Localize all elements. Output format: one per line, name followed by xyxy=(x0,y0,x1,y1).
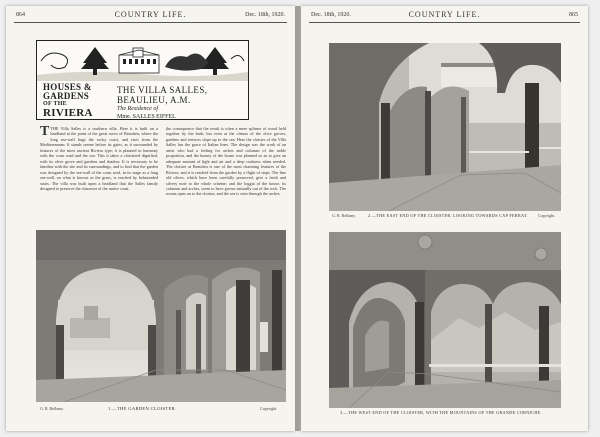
header-rule-right xyxy=(309,22,580,23)
article-header xyxy=(36,40,249,120)
west-cloister-photo xyxy=(329,232,561,408)
series-line-4: RIVIERA xyxy=(43,107,93,119)
photo-credit-1: G. B. Bellamy. xyxy=(40,406,64,411)
photo-copyright-2: Copyright. xyxy=(538,213,556,218)
page-number-right: 865 xyxy=(569,12,578,18)
series-line-3: OF THE xyxy=(43,101,67,107)
header-rule xyxy=(14,22,287,23)
series-title xyxy=(43,83,111,119)
issue-date-right: Dec. 18th, 1920. xyxy=(311,12,351,18)
issue-date: Dec. 18th, 1920. xyxy=(245,12,285,18)
residence-line-2: Mme. SALLES EIFFEL xyxy=(117,114,176,120)
caption-east-end: 2.—THE EAST END OF THE CLOISTER, LOOKING TOWARDS CAP FERRAT. xyxy=(368,213,528,218)
running-title: COUNTRY LIFE. xyxy=(114,10,187,19)
series-line-1: HOUSES & xyxy=(43,82,92,92)
running-head-left xyxy=(6,11,295,21)
photo-copyright-1: Copyright. xyxy=(260,406,278,411)
drop-cap: T xyxy=(40,126,50,139)
series-line-2: GARDENS xyxy=(43,91,90,101)
photo-credit-2: G. B. Bellamy. xyxy=(332,213,356,218)
east-cloister-photo xyxy=(329,43,561,211)
villa-place: BEAULIEU, A.M. xyxy=(117,95,191,105)
column-2-text: the consequence that the result is often a mere splinter of wood held together by the bark; but even at the climax of the olive groves, gardens and terraces slope up to the sea. Here the cloister of the Villa Salles has the grace of Italian lines. The design was the work of an artist who had a feeling for arches and columns of the noble proportion, and the beauty of the house was planned so as to give an adequate amount of light and air and a deep coolness when needed. The cloister at Beaulieu is one of the most charming features of the Riviera, and it is reached from the garden by a flight of steps. The fine old olives, which have been carefully preserved, give a fresh and silvery note to the whole scheme; and the loggia of the house, its columns and arches, seem to have grown naturally out of the rock. The rooms open on to the cloister, and the sea is seen through the arches. xyxy=(166,126,286,197)
page-number: 864 xyxy=(16,12,25,18)
villa-name: THE VILLA SALLES, xyxy=(117,85,208,95)
running-head-right xyxy=(301,11,588,21)
villa-title xyxy=(117,85,243,121)
column-1-text: THE Villa Salles is a southern villa. Here it is built on a headland at the point of the great curve of Beaulieu, where the long sea-wall hugs the rocky coast, and rises from the Mediterranean. It stands serene before its gates, as it surrounded by features of the most ancient Riviera type; it is planned in harmony with the coast road and the sea. This it takes a cloistered dignified, with its olive grove and gardens and shadow. It is necessary to be familiar with the site and its surroundings, and to find that the garden was designed by the sea-wall of the coast road, in its stage as a long sea-wall, on what is known as the grass, is reached by balustraded stairs. The villa was built upon a headland that the Salles family designed to preserve the character of the native coast. xyxy=(40,126,158,191)
article-column-1 xyxy=(40,126,158,224)
caption-west-end: 3.—THE WEST END OF THE CLOISTER, WITH THE MOUNTAINS OF THE GRANDE CORNICHE. xyxy=(340,410,542,415)
header-illustration xyxy=(37,41,248,81)
garden-cloister-photo xyxy=(36,230,286,402)
running-title-right: COUNTRY LIFE. xyxy=(408,10,481,19)
residence-line-1: The Residence of xyxy=(117,106,158,112)
article-column-2 xyxy=(166,126,286,224)
caption-garden-cloister: 1.—THE GARDEN CLOISTER. xyxy=(108,406,177,411)
